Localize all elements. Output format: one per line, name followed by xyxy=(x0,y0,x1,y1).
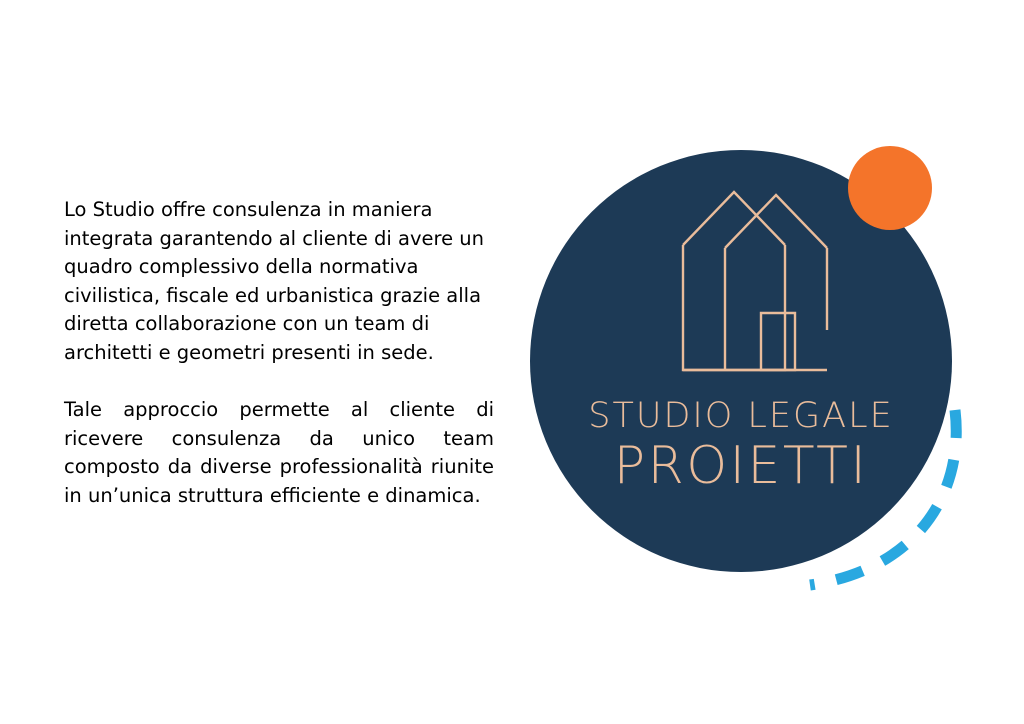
orange-accent-dot xyxy=(848,146,932,230)
logo-line-1: STUDIO LEGALE xyxy=(588,396,894,436)
house-outline-icon xyxy=(665,170,845,405)
logo-wordmark xyxy=(530,395,952,495)
body-text-block xyxy=(64,196,494,510)
paragraph-2: Tale approccio permette al cliente di ricevere consulenza da unico team composto da diverse professionalità riunite in un’unica struttura efficiente e dinamica. xyxy=(64,398,494,507)
logo-line-2: PROIETTI xyxy=(613,436,869,496)
paragraph-1: Lo Studio offre consulenza in maniera integrata garantendo al cliente di avere un quadro complessivo della normativa civilistica, fiscale ed urbanistica grazie alla diretta collaborazione con un team di architetti e geometri presenti in sede. xyxy=(64,198,485,364)
logo-badge xyxy=(520,130,990,600)
